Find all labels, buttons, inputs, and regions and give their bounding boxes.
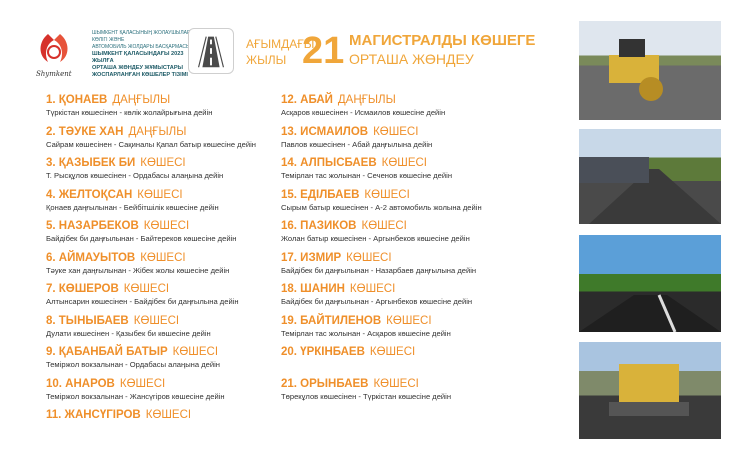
street-name: 16. ПАЗИКОВ <box>281 220 357 232</box>
paver-machine-photo <box>579 342 721 439</box>
street-title <box>46 126 256 139</box>
street-title <box>46 315 256 328</box>
street-type: КӨШЕСІ <box>369 346 416 358</box>
street-name: 2. ТӘУКЕ ХАН <box>46 125 124 138</box>
org-line: АВТОМОБИЛЬ ЖОЛДАРЫ БАСҚАРМАСЫ <box>92 44 191 50</box>
street-type: КӨШЕСІ <box>137 188 183 201</box>
header-right-line2: ОРТАША ЖӨНДЕУ <box>349 51 474 67</box>
street-segment: Сырым батыр көшесінен - А-2 автомобиль жолына дейін <box>281 202 482 212</box>
street-title <box>281 220 482 233</box>
street-item <box>46 378 256 410</box>
street-title <box>46 378 256 391</box>
org-line: ОРТАША ЖӨНДЕУ ЖҰМЫСТАРЫ <box>92 65 184 71</box>
street-segment: Т. Рысқұлов көшесінен - Ордабасы алаңына дейін <box>46 171 224 180</box>
street-title <box>281 126 482 139</box>
street-name: 5. НАЗАРБЕКОВ <box>46 220 139 232</box>
street-item <box>46 346 256 378</box>
street-type: КӨШЕСІ <box>361 220 407 232</box>
street-list-left <box>46 94 256 441</box>
street-name: 1. ҚОНАЕВ <box>46 94 108 106</box>
street-segment: Төрекұлов көшесінен - Түркістан көшесіне дейін <box>281 391 452 401</box>
street-title <box>281 189 482 202</box>
street-name: 11. ЖАНСҮГІРОВ <box>46 409 141 421</box>
street-item <box>281 189 482 221</box>
road-roller-photo <box>579 21 721 120</box>
street-name: 12. АБАЙ <box>281 94 333 106</box>
street-name: 20. ҮРКІНБАЕВ <box>281 346 365 358</box>
org-line: ШЫМКЕНТ ҚАЛАСЫНДАҒЫ 2023 ЖЫЛҒА <box>92 51 184 64</box>
street-item <box>46 94 256 126</box>
street-item <box>46 189 256 221</box>
header-left-line1: АҒЫМДАҒЫ <box>246 37 315 51</box>
header-number: 21 <box>302 30 345 72</box>
street-item <box>46 283 256 315</box>
street-title <box>46 94 256 107</box>
street-type: КӨШЕСІ <box>349 283 396 295</box>
street-segment: Асқаров көшесінен - Исмаилов көшесіне дейін <box>281 108 446 117</box>
street-name: 14. АЛПЫСБАЕВ <box>281 157 377 169</box>
org-line: ШЫМКЕНТ ҚАЛАСЫНЫҢ ЖОЛАУШЫЛАР КӨЛІГІ ЖӘНЕ <box>92 30 191 43</box>
street-title <box>46 346 256 359</box>
street-type: КӨШЕСІ <box>364 188 410 201</box>
street-segment: Сайрам көшесінен - Сақиналы Қапал батыр көшесіне дейін <box>46 139 256 149</box>
street-segment: Темірлан тас жолынан - Сеченов көшесіне дейін <box>281 171 453 180</box>
street-type: КӨШЕСІ <box>145 409 192 421</box>
street-type: ДАҢҒЫЛЫ <box>337 94 396 106</box>
street-type: КӨШЕСІ <box>133 314 180 327</box>
street-segment: Түркістан көшесінен - көлік жолайрығына дейін <box>46 108 213 117</box>
street-name: 18. ШАНИН <box>281 283 345 295</box>
street-name: 8. ТЫНЫБАЕВ <box>46 314 129 327</box>
street-name: 15. ЕДІЛБАЕВ <box>281 188 360 201</box>
street-name: 7. КӨШЕРОВ <box>46 283 119 295</box>
street-title <box>281 283 482 296</box>
street-segment: Алтынсарин көшесінен - Байдібек би даңғылына дейін <box>46 297 239 306</box>
street-type: КӨШЕСІ <box>346 251 392 264</box>
street-item <box>46 315 256 347</box>
street-item <box>46 126 256 158</box>
org-line: ЖОСПАРЛАНҒАН КӨШЕЛЕР ТІЗІМІ <box>92 72 188 78</box>
street-item <box>46 252 256 284</box>
street-type: КӨШЕСІ <box>143 220 190 232</box>
street-name: 13. ИСМАИЛОВ <box>281 125 369 138</box>
street-type: КӨШЕСІ <box>172 346 219 358</box>
street-list-right <box>281 94 482 409</box>
street-segment: Байдібек би даңғылынан - Аргынбеков көшесіне дейін <box>281 297 473 306</box>
street-item <box>281 378 482 410</box>
street-name: 9. ҚАБАНБАЙ БАТЫР <box>46 346 168 358</box>
street-title <box>46 252 256 265</box>
street-type: КӨШЕСІ <box>119 377 166 390</box>
road-fence-photo <box>579 129 721 224</box>
street-name: 17. ИЗМИР <box>281 251 342 264</box>
street-type: КӨШЕСІ <box>373 377 419 390</box>
street-item <box>281 220 482 252</box>
street-type: КӨШЕСІ <box>373 125 419 138</box>
street-type: КӨШЕСІ <box>381 157 427 169</box>
street-item <box>281 315 482 347</box>
header-left-line2: ЖЫЛЫ <box>246 53 287 67</box>
street-segment: Темірлан тас жолынан - Асқаров көшесіне дейін <box>281 328 451 338</box>
street-item <box>281 157 482 189</box>
street-title <box>281 94 482 107</box>
street-segment: Жолан батыр көшесінен - Аргынбеков көшесіне дейін <box>281 234 470 243</box>
street-name: 3. ҚАЗЫБЕК БИ <box>46 157 136 169</box>
street-title <box>46 409 256 422</box>
street-name: 21. ОРЫНБАЕВ <box>281 377 369 390</box>
street-type: ДАҢҒЫЛЫ <box>112 94 171 106</box>
new-asphalt-photo <box>579 235 721 332</box>
street-segment: Дулати көшесінен - Қазыбек би көшесіне дейін <box>46 328 211 338</box>
street-item <box>281 94 482 126</box>
street-title <box>281 315 482 328</box>
street-title <box>46 157 256 170</box>
street-title <box>281 378 482 391</box>
street-type: КӨШЕСІ <box>386 314 432 327</box>
street-item <box>46 409 256 441</box>
street-title <box>281 346 482 359</box>
street-item <box>46 157 256 189</box>
street-item <box>46 220 256 252</box>
street-title <box>281 157 482 170</box>
street-title <box>46 283 256 296</box>
header-right-line1: МАГИСТРАЛДЫ КӨШЕГЕ <box>349 32 536 49</box>
logo-text: Shymkent <box>36 70 72 78</box>
street-type: КӨШЕСІ <box>140 157 186 169</box>
road-icon <box>188 28 234 74</box>
header-right <box>349 32 535 68</box>
street-name: 4. ЖЕЛТОҚСАН <box>46 188 133 201</box>
street-segment: Қонаев даңғылынан - Бейбітшілік көшесіне дейін <box>46 202 219 212</box>
street-item <box>281 126 482 158</box>
street-segment: Теміржол вокзалынан - Ордабасы алаңына дейін <box>46 360 220 369</box>
street-item <box>281 283 482 315</box>
street-title <box>281 252 482 265</box>
street-type: ДАҢҒЫЛЫ <box>128 125 187 138</box>
street-item <box>281 346 482 378</box>
street-segment: Тәуке хан даңғылынан - Жібек жолы көшесіне дейін <box>46 265 230 275</box>
street-segment: Байдібек би даңғылынан - Байтереков көшесіне дейін <box>46 234 237 243</box>
street-title <box>46 220 256 233</box>
street-name: 10. АНАРОВ <box>46 377 115 390</box>
street-item <box>281 252 482 284</box>
street-name: 6. АЙМАУЫТОВ <box>46 251 136 264</box>
street-name: 19. БАЙТИЛЕНОВ <box>281 314 382 327</box>
street-segment: Павлов көшесінен - Абай даңғылына дейін <box>281 139 433 149</box>
street-segment: Байдібек би даңғылынан - Назарбаев даңғылына дейін <box>281 265 477 275</box>
street-type: КӨШЕСІ <box>140 251 186 264</box>
street-title <box>46 189 256 202</box>
street-type: КӨШЕСІ <box>123 283 170 295</box>
street-segment: Теміржол вокзалынан - Жансүгіров көшесіне дейін <box>46 391 225 401</box>
